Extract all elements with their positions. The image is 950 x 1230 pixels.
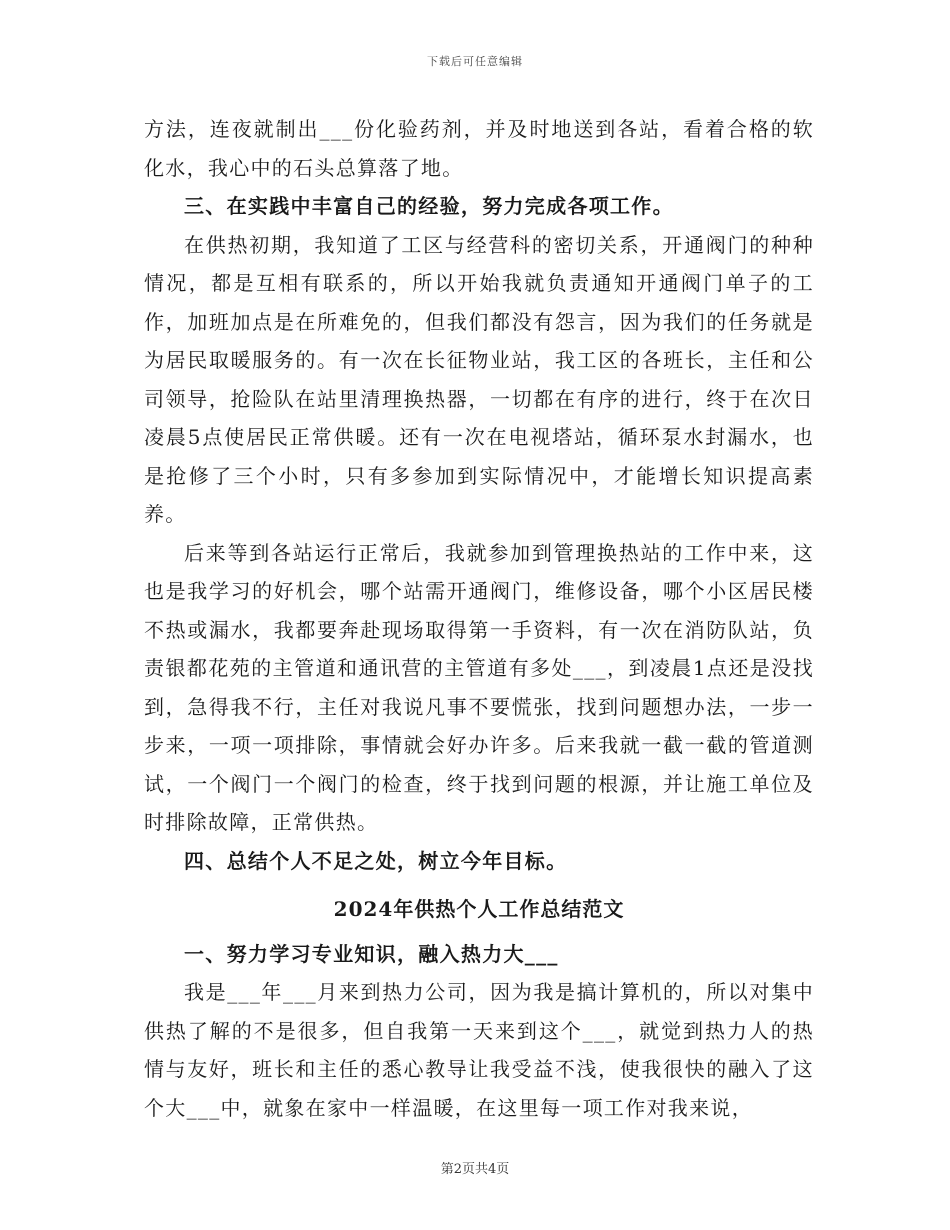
section-heading-one: 一、努力学习专业知识，融入热力大___ bbox=[184, 941, 559, 966]
paragraph-continuation: 方法，连夜就制出___份化验药剂，并及时地送到各站，看着合格的软化水，我心中的石头总算落了地。 bbox=[144, 117, 814, 180]
paragraph-joining-company: 我是___年___月来到热力公司，因为我是搞计算机的，所以对集中供热了解的不是很多，但自我第一天来到这个___，就觉到热力人的热情与友好，班长和主任的悉心教导让我受益不浅，使我很快的融入了这个大___中，就象在家中一样温暖，在这里每一项工作对我来说， bbox=[144, 980, 814, 1120]
document-title: 2024年供热个人工作总结范文 bbox=[333, 897, 625, 921]
paragraph-station-management: 后来等到各站运行正常后，我就参加到管理换热站的工作中来，这也是我学习的好机会，哪个站需开通阀门，维修设备，哪个小区居民楼不热或漏水，我都要奔赴现场取得第一手资料，有一次在消防队站，负责银都花苑的主管道和通讯营的主管道有多处___，到凌晨1点还是没找到，急得我不行，主任对我说凡事不要慌张，找到问题想办法，一步一步来，一项一项排除，事情就会好办许多。后来我就一截一截的管道测试，一个阀门一个阀门的检查，终于找到问题的根源，并让施工单位及时排除故障，正常供热。 bbox=[144, 540, 814, 834]
paragraph-heating-start: 在供热初期，我知道了工区与经营科的密切关系，开通阀门的种种情况，都是互相有联系的，所以开始我就负责通知开通阀门单子的工作，加班加点是在所难免的，但我们都没有怨言，因为我们的任务就是为居民取暖服务的。有一次在长征物业站，我工区的各班长，主任和公司领导，抢险队在站里清理换热器，一切都在有序的进行，终于在次日凌晨5点使居民正常供暖。还有一次在电视塔站，循环泵水封漏水，也是抢修了三个小时，只有多参加到实际情况中，才能增长知识提高素养。 bbox=[144, 232, 814, 526]
section-heading-four: 四、总结个人不足之处，树立今年目标。 bbox=[184, 848, 568, 873]
page-header: 下载后可任意编辑 bbox=[427, 55, 523, 68]
section-heading-three: 三、在实践中丰富自己的经验，努力完成各项工作。 bbox=[184, 194, 674, 218]
page-footer: 第2页共4页 bbox=[440, 1162, 510, 1177]
document-body bbox=[144, 110, 814, 1127]
